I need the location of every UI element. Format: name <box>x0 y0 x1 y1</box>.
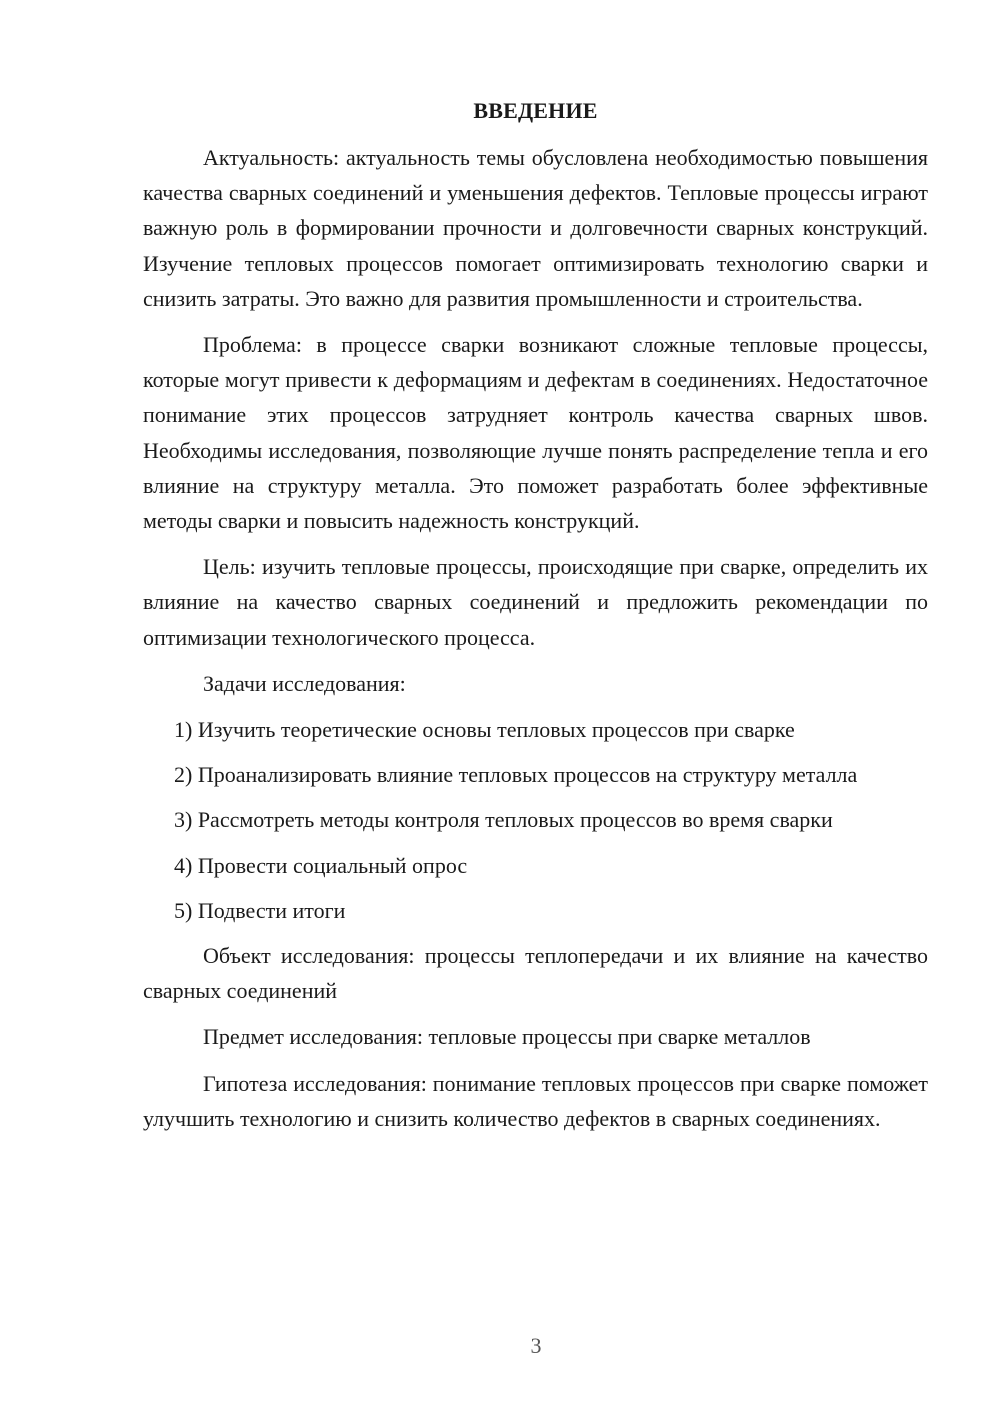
task-item-3: 3) Рассмотреть методы контроля тепловых процессов во время сварки <box>174 807 833 833</box>
task-item-5: 5) Подвести итоги <box>174 897 346 923</box>
task-item-4: 4) Провести социальный опрос <box>174 852 468 878</box>
paragraph-goal: Цель: изучить тепловые процессы, происходящие при сварке, определить их влияние на качество сварных соединений и предложить рекомендации по оптимизации технологического процесса. <box>143 554 928 650</box>
section-heading: ВВЕДЕНИЕ <box>473 98 598 123</box>
paragraph-problem: Проблема: в процессе сварки возникают сложные тепловые процессы, которые могут привести к деформациям и дефектам в соединениях. Недостаточное понимание этих процессов затрудняет контроль качества сварных швов. Необходимы исследования, позволяющие лучше понять распределение тепла и его влияние на структуру металла. Это поможет разработать более эффективные методы сварки и повысить надежность конструкций. <box>143 332 928 534</box>
page-number: 3 <box>530 1333 542 1358</box>
task-item-1: 1) Изучить теоретические основы тепловых процессов при сварке <box>174 717 795 743</box>
paragraph-tasks-intro: Задачи исследования: <box>203 670 406 696</box>
paragraph-subject: Предмет исследования: тепловые процессы при сварке металлов <box>203 1024 811 1050</box>
task-item-2: 2) Проанализировать влияние тепловых процессов на структуру металла <box>174 762 858 788</box>
paragraph-relevance: Актуальность: актуальность темы обусловлена необходимостью повышения качества сварных соединений и уменьшения дефектов. Тепловые процессы играют важную роль в формировании прочности и долговечности сварных конструкций. Изучение тепловых процессов помогает оптимизировать технологию сварки и снизить затраты. Это важно для развития промышленности и строительства. <box>143 145 928 311</box>
paragraph-hypothesis: Гипотеза исследования: понимание тепловых процессов при сварке поможет улучшить технологию и снизить количество дефектов в сварных соединениях. <box>143 1070 928 1131</box>
paragraph-object: Объект исследования: процессы теплопередачи и их влияние на качество сварных соединений <box>143 943 928 1004</box>
page-content <box>143 94 928 1147</box>
